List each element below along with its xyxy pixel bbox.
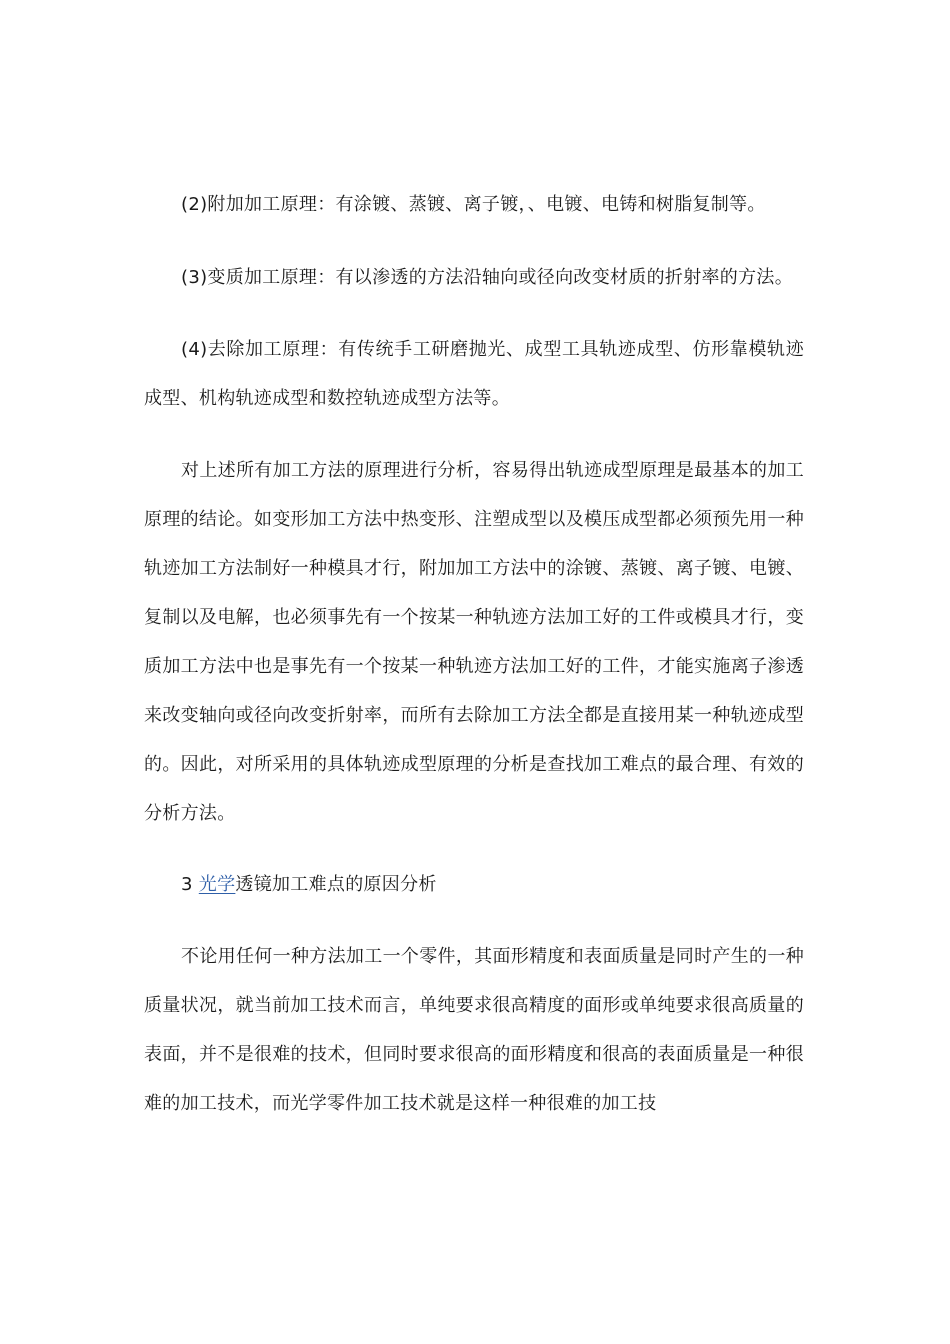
document-body bbox=[144, 180, 804, 1128]
paragraph-principle-analysis: 对上述所有加工方法的原理进行分析，容易得出轨迹成型原理是最基本的加工原理的结论。如变形加工方法中热变形、注塑成型以及模压成型都必须预先用一种轨迹加工方法制好一种模具才行，附加加工方法中的涂镀、蒸镀、离子镀、电镀、复制以及电解，也必须事先有一个按某一种轨迹方法加工好的工件或模具才行，变质加工方法中也是事先有一个按某一种轨迹方法加工好的工件，才能实施离子渗透来改变轴向或径向改变折射率，而所有去除加工方法全都是直接用某一种轨迹成型的。因此，对所采用的具体轨迹成型原理的分析是查找加工难点的最合理、有效的分析方法。 bbox=[144, 460, 804, 824]
paragraph-additive-principle: (2)附加加工原理：有涂镀、蒸镀、离子镀，、电镀、电铸和树脂复制等。 bbox=[181, 194, 766, 215]
optics-link[interactable]: 光学 bbox=[198, 874, 236, 895]
paragraph-removal-principle: (4)去除加工原理：有传统手工研磨抛光、成型工具轨迹成型、仿形靠模轨迹成型、机构轨迹成型和数控轨迹成型方法等。 bbox=[144, 339, 804, 409]
section-heading-text: 透镜加工难点的原因分析 bbox=[235, 874, 437, 895]
paragraph-modification-principle: (3)变质加工原理：有以渗透的方法沿轴向或径向改变材质的折射率的方法。 bbox=[181, 267, 793, 288]
section-number: 3 bbox=[181, 874, 199, 895]
section-heading bbox=[144, 860, 804, 909]
paragraph-difficulty-analysis: 不论用任何一种方法加工一个零件，其面形精度和表面质量是同时产生的一种质量状况，就当前加工技术而言，单纯要求很高精度的面形或单纯要求很高质量的表面，并不是很难的技术，但同时要求很高的面形精度和很高的表面质量是一种很难的加工技术，而光学零件加工技术就是这样一种很难的加工技 bbox=[144, 946, 804, 1114]
